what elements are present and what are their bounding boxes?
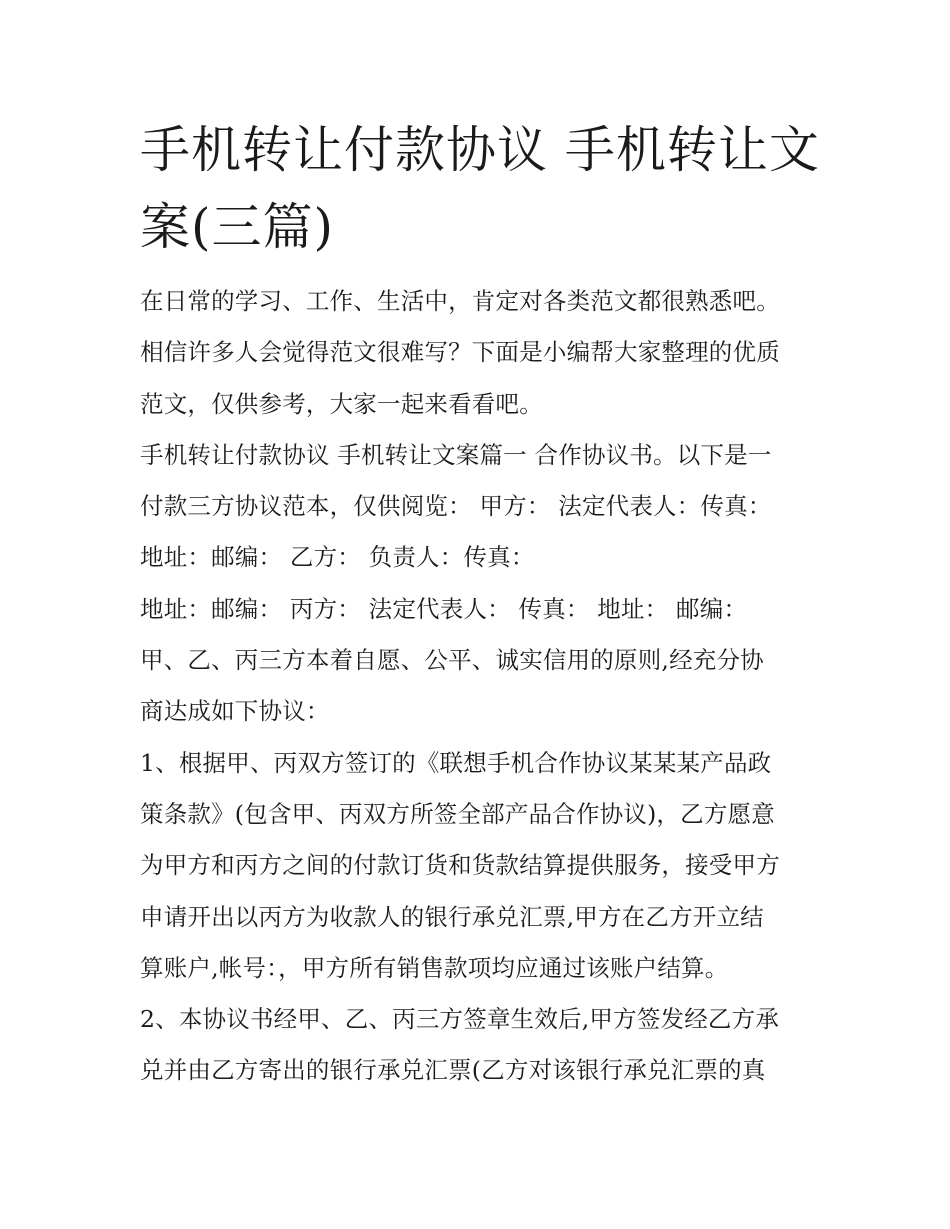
body-line: 地址：邮编： 乙方： 负责人：传真： (140, 543, 535, 572)
body-line: 申请开出以丙方为收款人的银行承兑汇票,甲方在乙方开立结 (140, 902, 764, 931)
body-line: 甲、乙、丙三方本着自愿、公平、诚实信用的原则,经充分协 (140, 646, 764, 675)
body-line: 1、根据甲、丙双方签订的《联想手机合作协议某某某产品政 (140, 748, 772, 777)
title-line: 案(三篇) (140, 198, 335, 256)
document-title (140, 112, 830, 266)
body-line: 算账户,帐号：，甲方所有销售款项均应通过该账户结算。 (140, 953, 729, 982)
body-line: 兑并由乙方寄出的银行承兑汇票(乙方对该银行承兑汇票的真 (140, 1056, 766, 1085)
body-line: 为甲方和丙方之间的付款订货和货款结算提供服务，接受甲方 (140, 851, 780, 880)
body-line: 付款三方协议范本，仅供阅览： 甲方： 法定代表人：传真： (140, 492, 772, 521)
body-line: 范文，仅供参考，大家一起来看看吧。 (140, 389, 543, 418)
document-body (140, 276, 820, 1097)
body-line: 2、本协议书经甲、乙、丙三方签章生效后,甲方签发经乙方承 (140, 1005, 780, 1034)
body-line: 商达成如下协议： (140, 697, 330, 726)
body-line: 手机转让付款协议 手机转让文案篇一 合作协议书。以下是一 (140, 440, 772, 469)
body-line: 地址：邮编： 丙方： 法定代表人： 传真： 地址： 邮编： (140, 594, 748, 623)
title-line: 手机转让付款协议 手机转让文 (140, 121, 820, 179)
body-line: 策条款》(包含甲、丙双方所签全部产品合作协议)，乙方愿意 (140, 799, 775, 828)
body-line: 在日常的学习、工作、生活中，肯定对各类范文都很熟悉吧。 (140, 287, 780, 315)
body-line: 相信许多人会觉得范文很难写？下面是小编帮大家整理的优质 (140, 338, 780, 367)
